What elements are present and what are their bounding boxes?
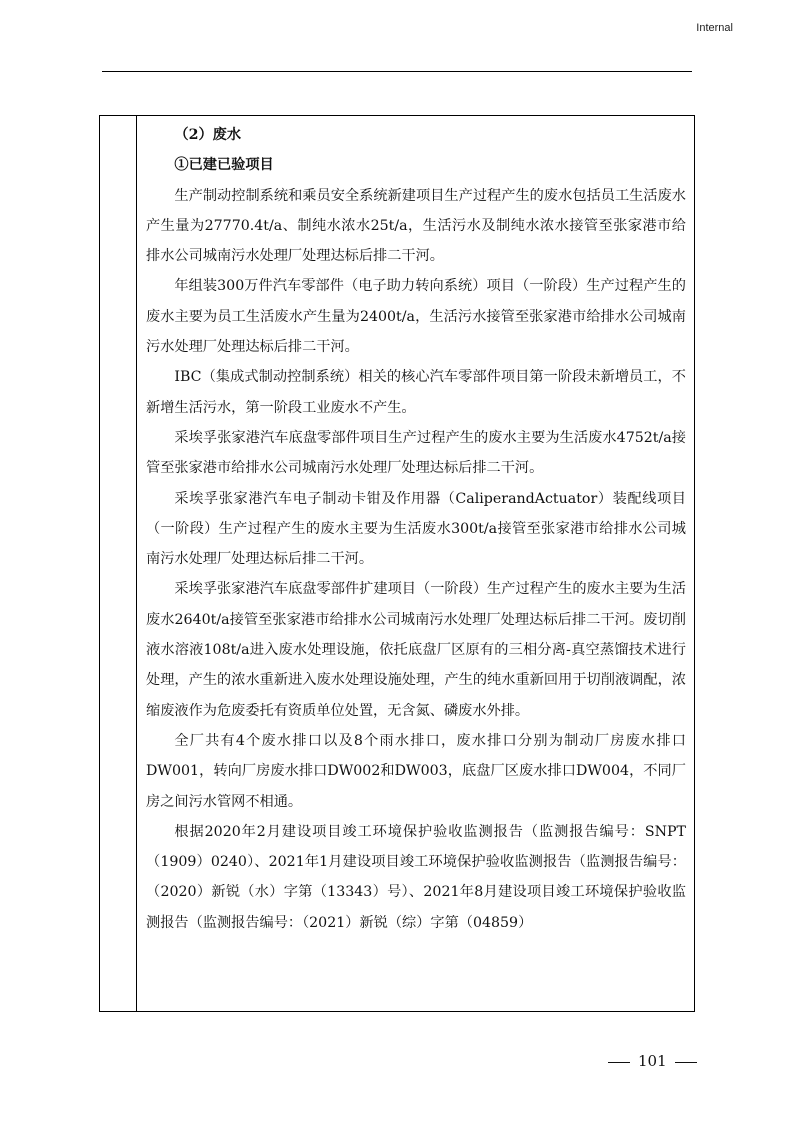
paragraph: 采埃孚张家港汽车底盘零部件项目生产过程产生的废水主要为生活废水4752t/a接管至张家港市给排水公司城南污水处理厂处理达标后排二干河。 bbox=[146, 429, 686, 477]
page-number: 101 bbox=[638, 1052, 667, 1070]
paragraph: 采埃孚张家港汽车底盘零部件扩建项目（一阶段）生产过程产生的废水主要为生活废水2640t/a接管至张家港市给排水公司城南污水处理厂处理达标后排二干河。废切削液水溶液108t/a进入废水处理设施，依托底盘厂区原有的三相分离-真空蒸馏技术进行处理，产生的浓水重新进入废水处理设施处理，产生的纯水重新回用于切削液调配，浓缩废液作为危废委托有资质单位处置，无含氮、磷废水外排。 bbox=[146, 581, 686, 719]
header-rule bbox=[102, 71, 692, 72]
paragraph: 全厂共有4个废水排口以及8个雨水排口，废水排口分别为制动厂房废水排口DW001，转向厂房废水排口DW002和DW003，底盘厂区废水排口DW004，不同厂房之间污水管网不相通。 bbox=[146, 732, 686, 810]
document-body bbox=[146, 120, 686, 938]
section-heading: （2）废水 bbox=[174, 127, 242, 143]
paragraph: 采埃孚张家港汽车电子制动卡钳及作用器（CaliperandActuator）装配线项目（一阶段）生产过程产生的废水主要为生活废水300t/a接管至张家港市给排水公司城南污水处理厂处理达标后排二干河。 bbox=[146, 490, 686, 568]
footer-dash-left bbox=[608, 1062, 630, 1063]
table-column-divider bbox=[136, 115, 137, 1012]
classification-label: Internal bbox=[696, 22, 733, 34]
subsection-heading: ①已建已验项目 bbox=[174, 157, 274, 174]
paragraph: 根据2020年2月建设项目竣工环境保护验收监测报告（监测报告编号：SNPT（1909）0240）、2021年1月建设项目竣工环境保护验收监测报告（监测报告编号：（2020）新锐（水）字第（13343）号）、2021年8月建设项目竣工环境保护验收监测报告（监测报告编号：（2021）新锐（综）字第（04859） bbox=[146, 823, 686, 931]
page-footer bbox=[600, 1052, 705, 1070]
footer-dash-right bbox=[675, 1062, 697, 1063]
paragraph: 生产制动控制系统和乘员安全系统新建项目生产过程产生的废水包括员工生活废水产生量为27770.4t/a、制纯水浓水25t/a，生活污水及制纯水浓水接管至张家港市给排水公司城南污水处理厂处理达标后排二干河。 bbox=[146, 187, 686, 265]
paragraph: 年组装300万件汽车零部件（电子助力转向系统）项目（一阶段）生产过程产生的废水主要为员工生活废水产生量为2400t/a，生活污水接管至张家港市给排水公司城南污水处理厂处理达标后排二干河。 bbox=[146, 278, 686, 356]
paragraph: IBC（集成式制动控制系统）相关的核心汽车零部件项目第一阶段未新增员工，不新增生活污水，第一阶段工业废水不产生。 bbox=[146, 369, 686, 416]
